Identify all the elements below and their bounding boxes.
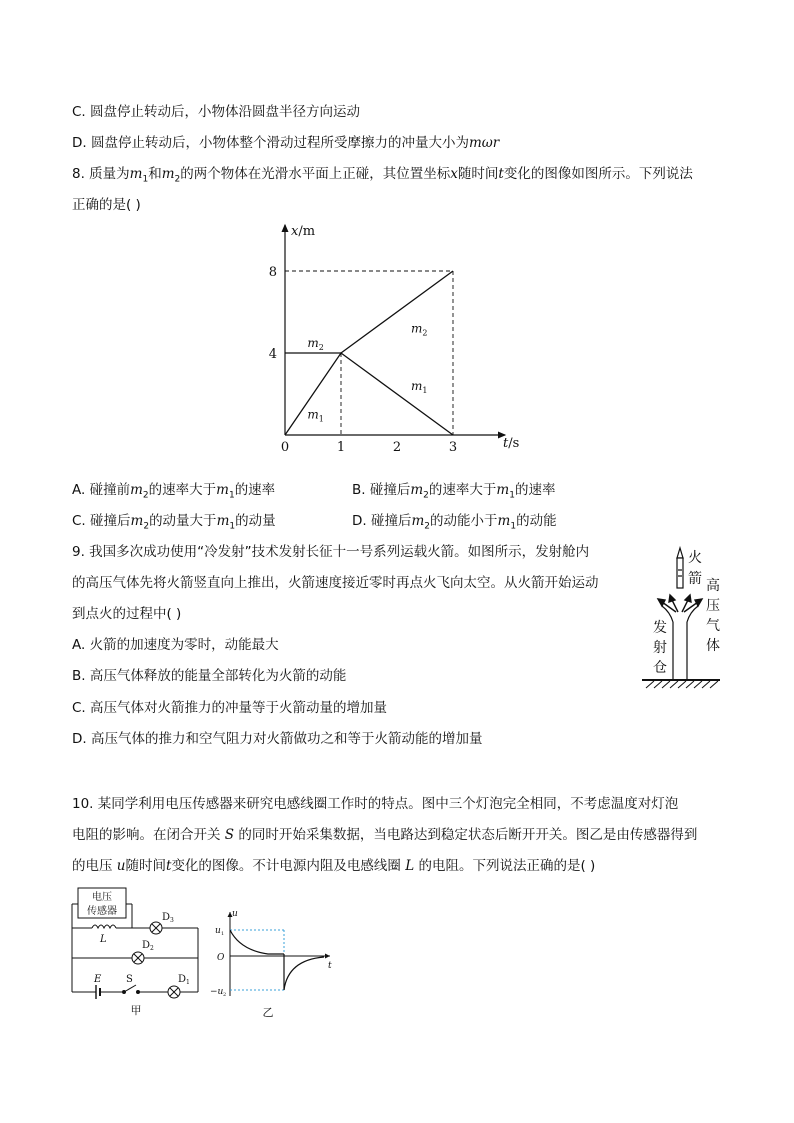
q7-option-c: C. 圆盘停止转动后，小物体沿圆盘半径方向运动	[72, 104, 361, 120]
svg-text:2: 2	[223, 992, 227, 998]
ut-caption: 乙	[262, 1006, 274, 1019]
q9-stem-line3: 到点火的过程中( )	[72, 606, 182, 622]
q10-ut-graph	[212, 906, 340, 1020]
ut-u2-label: −u	[210, 987, 224, 997]
q10-circuit-diagram	[68, 884, 208, 1019]
q8-stem-line1: 8. 质量为$m_1$和$m_2$的两个物体在光滑水平面上正碰，其位置坐标x随时间t变化的图像如图所示。下列说法	[72, 166, 693, 185]
y-tick-label: 4	[268, 347, 277, 362]
q8-option-a: A. 碰撞前$m_2$的速率大于$m_1$的速率	[72, 482, 276, 501]
q9-option-a: A. 火箭的加速度为零时，动能最大	[72, 637, 279, 653]
silo-label-1: 发	[653, 620, 667, 636]
q8-stem-line2: 正确的是( )	[72, 197, 141, 213]
q9-stem-line2: 的高压气体先将火箭竖直向上推出，火箭速度接近零时再点火飞向太空。从火箭开始运动	[72, 575, 599, 591]
series-annotation-m1: $m_1$	[307, 407, 324, 424]
q9-option-d: D. 高压气体的推力和空气阻力对火箭做功之和等于火箭动能的增加量	[72, 731, 483, 747]
q7-option-d: D. 圆盘停止转动后，小物体整个滑动过程所受摩擦力的冲量大小为mωr	[72, 135, 500, 151]
gas-label-2: 压	[706, 598, 720, 614]
q10-stem-line1: 10. 某同学利用电压传感器来研究电感线圈工作时的特点。图中三个灯泡完全相同，不考虑温度对灯泡	[72, 796, 679, 812]
q10-stem-line2: 电阻的影响。在闭合开关 S 的同时开始采集数据，当电路达到稳定状态后断开开关。图乙是由传感器得到	[72, 827, 698, 843]
lamp-d1-label: D	[178, 974, 187, 985]
svg-text:3: 3	[170, 917, 174, 924]
q8-option-d: D. 碰撞后$m_2$的动能小于$m_1$的动能	[352, 513, 557, 532]
series-line-m1	[285, 353, 453, 435]
sensor-label-2: 传感器	[87, 906, 117, 917]
series-annotation-m2: $m_2$	[307, 335, 324, 352]
rocket-label-2: 箭	[688, 571, 702, 587]
circuit-caption: 甲	[130, 1004, 142, 1017]
inductor-label: L	[100, 934, 107, 945]
series-annotation-m2: $m_2$	[411, 321, 428, 338]
switch-label: S	[126, 974, 133, 985]
y-axis-label: x/m	[291, 224, 316, 239]
q10-stem-line3: 的电压 u随时间t变化的图像。不计电源内阻及电感线圈 L 的电阻。下列说法正确的是( )	[72, 858, 596, 874]
ut-u1-label: u	[215, 926, 221, 936]
q8-xt-graph	[255, 215, 535, 455]
q9-option-b: B. 高压气体释放的能量全部转化为火箭的动能	[72, 668, 347, 684]
gas-label-3: 气	[706, 618, 720, 634]
svg-text:1: 1	[186, 979, 190, 986]
x-tick-label: 3	[448, 440, 458, 455]
series-annotation-m1: $m_1$	[411, 378, 428, 395]
ut-origin-label: O	[217, 953, 225, 963]
x-tick-label: 1	[336, 440, 346, 455]
lamp-d2-label: D	[142, 940, 151, 951]
x-tick-label: 0	[280, 440, 290, 455]
gas-label-1: 高	[706, 578, 720, 594]
ut-u-axis-label: u	[232, 909, 238, 919]
x-axis-label: t/s	[503, 436, 520, 451]
gas-label-4: 体	[706, 638, 720, 654]
svg-text:2: 2	[150, 945, 154, 952]
sensor-label-1: 电压	[92, 892, 112, 903]
q9-rocket-launch-figure	[640, 540, 725, 692]
rocket-label-1: 火	[688, 550, 702, 566]
y-tick-label: 8	[268, 265, 277, 280]
q8-option-c: C. 碰撞后$m_2$的动量大于$m_1$的动量	[72, 513, 276, 532]
svg-text:1: 1	[221, 931, 225, 937]
battery-label: E	[94, 974, 102, 985]
x-tick-label: 2	[392, 440, 402, 455]
silo-label-3: 仓	[653, 660, 667, 676]
lamp-d3-label: D	[162, 912, 171, 923]
q8-option-b: B. 碰撞后$m_2$的速率大于$m_1$的速率	[352, 482, 556, 501]
silo-label-2: 射	[653, 640, 667, 656]
q9-stem-line1: 9. 我国多次成功使用“冷发射”技术发射长征十一号系列运载火箭。如图所示，发射舱内	[72, 544, 590, 560]
ut-t-axis-label: t	[328, 961, 332, 971]
q9-option-c: C. 高压气体对火箭推力的冲量等于火箭动量的增加量	[72, 700, 388, 716]
